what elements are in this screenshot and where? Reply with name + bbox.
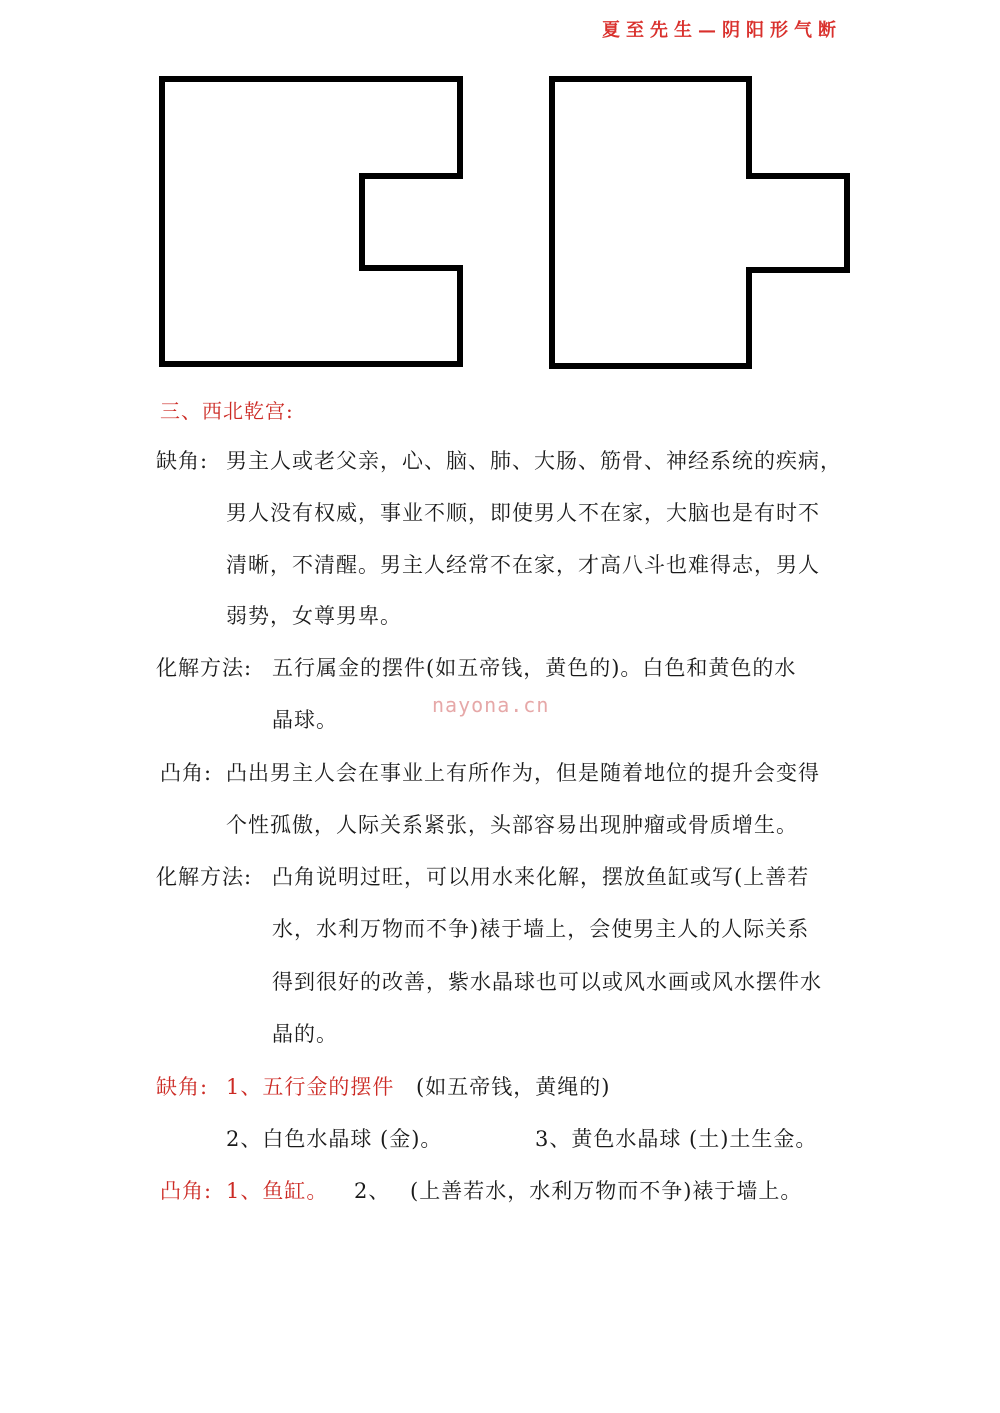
summary-missing-label: 缺角: — [156, 1075, 209, 1099]
missing-line-2: 男人没有权威，事业不顺，即使男人不在家，大脑也是有时不 — [226, 501, 820, 525]
missing-line-4: 弱势，女尊男卑。 — [226, 604, 402, 628]
protruding-fix-label: 化解方法: — [156, 865, 253, 889]
summary-missing-item-2: 2、白色水晶球 (金)。 — [226, 1127, 443, 1151]
protruding-fix-line-2: 水，水利万物而不争)裱于墙上，会使男主人的人际关系 — [272, 917, 810, 941]
missing-fix-label: 化解方法: — [156, 656, 253, 680]
summary-protruding-item-1: 1、鱼缸。 — [226, 1179, 329, 1203]
summary-protruding-label: 凸角: — [160, 1179, 213, 1203]
summary-protruding-item-2: (上善若水，水利万物而不争)裱于墙上。 — [410, 1179, 803, 1203]
missing-corner-diagram — [162, 79, 460, 364]
watermark: nayona.cn — [432, 693, 550, 717]
summary-protruding-item-2-num: 2、 — [354, 1179, 391, 1203]
floorplan-figures — [0, 0, 1000, 380]
summary-missing-item-1: 1、五行金的摆件 — [226, 1075, 395, 1099]
page-header: 夏至先生—阴阳形气断 — [602, 20, 842, 41]
missing-fix-line-2: 晶球。 — [272, 708, 338, 732]
missing-line-3: 清晰，不清醒。男主人经常不在家，才高八斗也难得志，男人 — [226, 553, 820, 577]
missing-line-1: 男主人或老父亲，心、脑、肺、大肠、筋骨、神经系统的疾病， — [226, 449, 842, 473]
missing-fix-line-1: 五行属金的摆件(如五帝钱，黄色的)。白色和黄色的水 — [272, 656, 797, 680]
summary-missing-item-1-note: (如五帝钱，黄绳的) — [416, 1075, 611, 1099]
protruding-line-1: 凸出男主人会在事业上有所作为，但是随着地位的提升会变得 — [226, 761, 820, 785]
section-title: 三、西北乾宫: — [160, 399, 294, 423]
protruding-label: 凸角: — [160, 761, 213, 785]
protruding-fix-line-1: 凸角说明过旺，可以用水来化解，摆放鱼缸或写(上善若 — [272, 865, 810, 889]
missing-label: 缺角: — [156, 449, 209, 473]
summary-missing-item-3: 3、黄色水晶球 (土)土生金。 — [535, 1127, 818, 1151]
protruding-corner-diagram — [552, 79, 847, 366]
protruding-fix-line-4: 晶的。 — [272, 1022, 338, 1046]
protruding-fix-line-3: 得到很好的改善，紫水晶球也可以或风水画或风水摆件水 — [272, 970, 822, 994]
protruding-line-2: 个性孤傲，人际关系紧张，头部容易出现肿瘤或骨质增生。 — [226, 813, 798, 837]
